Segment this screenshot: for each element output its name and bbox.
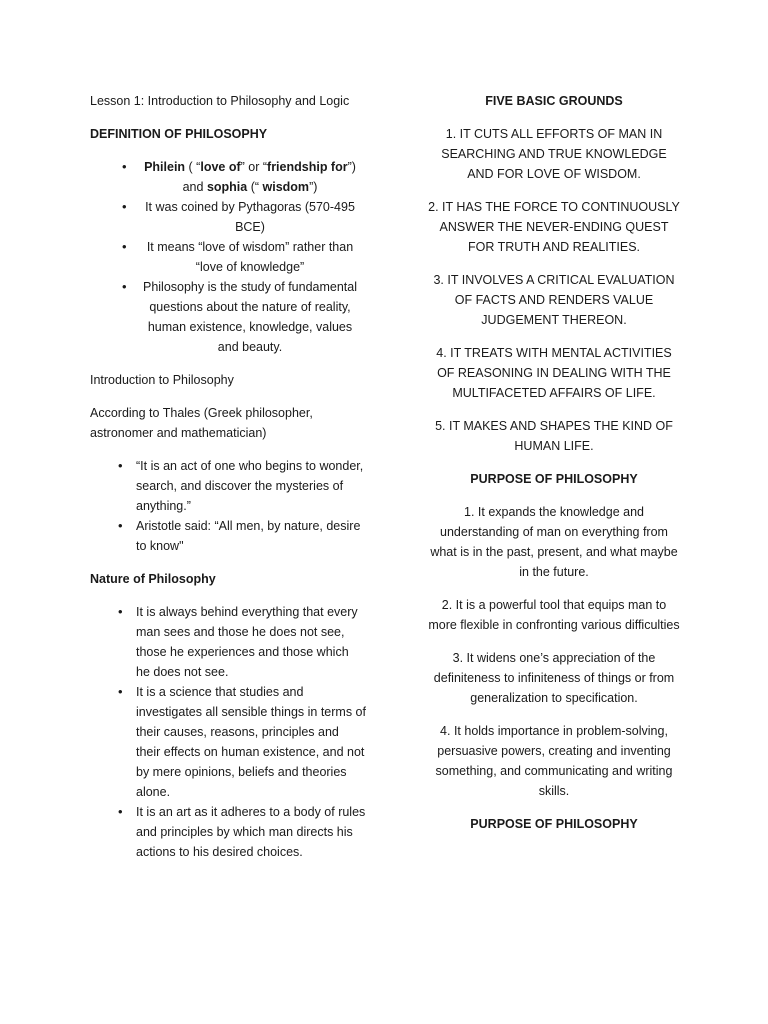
list-item: • It was coined by Pythagoras (570-495 BCE) [122,199,355,234]
grounds-heading: FIVE BASIC GROUNDS [485,94,623,108]
quotes-list [90,456,370,556]
purpose-item: 3. It widens one’s appreciation of the definiteness to infiniteness of things or from generalization to specification. [433,651,675,705]
ground-item: 4. IT TREATS WITH MENTAL ACTIVITIES OF REASONING IN DEALING WITH THE MULTIFACETED AFFAIRS OF LIFE. [436,346,672,400]
lesson-title: Lesson 1: Introduction to Philosophy and Logic [90,94,350,108]
bullet-icon: • [118,804,123,819]
ground-item: 1. IT CUTS ALL EFFORTS OF MAN IN SEARCHING AND TRUE KNOWLEDGE AND FOR LOVE OF WISDOM. [441,127,667,181]
right-column [428,91,680,847]
nature-list [90,602,370,862]
bullet-icon: • [122,239,127,254]
definition-heading: DEFINITION OF PHILOSOPHY [90,127,268,141]
bullet-icon: • [118,604,123,619]
left-column [90,91,370,875]
nature-heading: Nature of Philosophy [90,572,216,586]
purpose-heading-2: PURPOSE OF PHILOSOPHY [470,817,638,831]
purpose-item: 2. It is a powerful tool that equips man to more flexible in confronting various difficulties [428,598,680,632]
list-item: • “It is an act of one who begins to wonder, search, and discover the mysteries of anything.” [118,458,364,513]
purpose-item: 4. It holds importance in problem-solving, persuasive powers, creating and inventing something, and communicating and writing skills. [435,724,673,798]
ground-item: 5. IT MAKES AND SHAPES THE KIND OF HUMAN LIFE. [435,419,673,453]
list-item: • Philein ( “love of” or “friendship for”) and sophia (“ wisdom”) [122,159,356,194]
bullet-icon: • [118,684,123,699]
bullet-icon: • [122,279,127,294]
intro-heading: Introduction to Philosophy [90,373,234,387]
bullet-icon: • [118,458,123,473]
bullet-icon: • [122,159,127,174]
list-item: • Philosophy is the study of fundamental questions about the nature of reality, human existence, knowledge, values and beauty. [122,279,358,354]
list-item: • It is a science that studies and investigates all sensible things in terms of their causes, reasons, principles and their effects on human existence, and not by mere opinions, beliefs and theories alone. [118,684,366,799]
list-item: • It is always behind everything that every man sees and those he does not see, those he experiences and those which he does not see. [118,604,358,679]
purpose-heading: PURPOSE OF PHILOSOPHY [470,472,638,486]
ground-item: 2. IT HAS THE FORCE TO CONTINUOUSLY ANSWER THE NEVER-ENDING QUEST FOR TRUTH AND REALITIES. [428,200,680,254]
purpose-item: 1. It expands the knowledge and understanding of man on everything from what is in the past, present, and what maybe in the future. [430,505,678,579]
list-item: • It is an art as it adheres to a body of rules and principles by which man directs his actions to his desired choices. [118,804,366,859]
bullet-icon: • [118,518,123,533]
thales-text: According to Thales (Greek philosopher, astronomer and mathematician) [90,406,313,440]
ground-item: 3. IT INVOLVES A CRITICAL EVALUATION OF FACTS AND RENDERS VALUE JUDGEMENT THEREON. [433,273,675,327]
bullet-icon: • [122,199,127,214]
definition-list [90,157,370,357]
list-item: • Aristotle said: “All men, by nature, desire to know" [118,518,361,553]
list-item: • It means “love of wisdom” rather than “love of knowledge” [122,239,354,274]
